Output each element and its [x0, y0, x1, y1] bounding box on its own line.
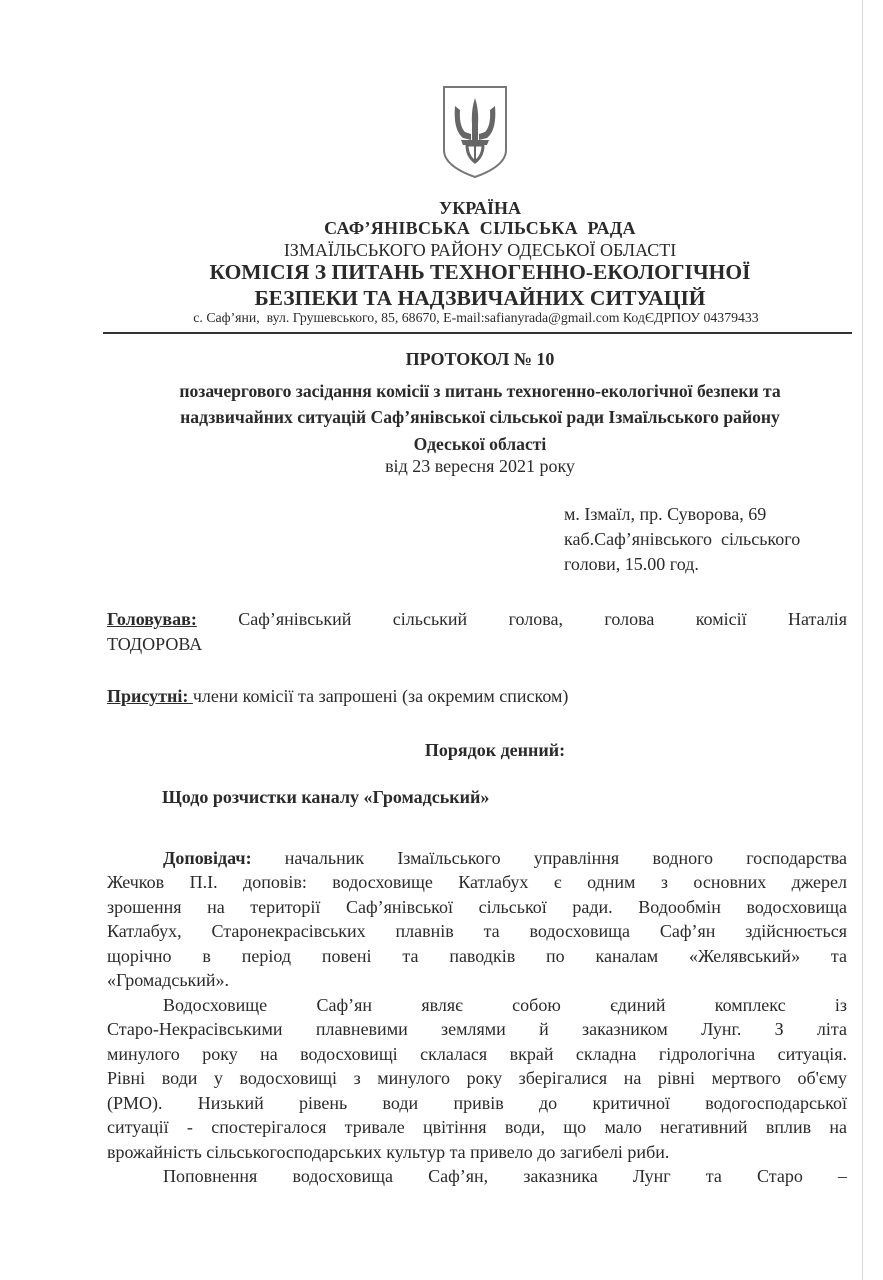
- commission-name-line2: БЕЗПЕКИ ТА НАДЗВИЧАЙНИХ СИТУАЦІЙ: [254, 286, 706, 310]
- chaired-line: [107, 609, 847, 630]
- meeting-place-line3: голови, 15.00 год.: [564, 554, 699, 574]
- body-line: минулого року на водосховищі склалася вкрай складна гідрологічна ситуація.: [107, 1044, 847, 1064]
- protocol-title: ПРОТОКОЛ № 10: [405, 349, 555, 369]
- commission-name-line1: КОМІСІЯ З ПИТАНЬ ТЕХНОГЕННО-ЕКОЛОГІЧНОЇ: [209, 260, 751, 284]
- body-line: Катлабух, Старонекрасівських плавнів та водосховища Саф’ян здійснюється: [107, 921, 847, 941]
- protocol-subtitle-line2: надзвичайних ситуацій Саф’янівської сільської ради Ізмаїльського району: [180, 407, 780, 427]
- body-line: зрошення на території Саф’янівської сільської ради. Водообмін водосховища: [107, 897, 847, 917]
- meeting-place-line1: м. Ізмаїл, пр. Суворова, 69: [564, 504, 767, 524]
- agenda-item: Щодо розчистки каналу «Громадський»: [162, 787, 490, 807]
- country-name: УКРАЇНА: [439, 198, 521, 218]
- chaired-label: Головував:: [107, 609, 197, 629]
- protocol-subtitle-line3: Одеської області: [413, 434, 547, 454]
- page-edge-line: [862, 0, 863, 1280]
- chaired-text: Саф’янівський сільський голова, голова комісії Наталія: [238, 609, 848, 629]
- body-line: Доповідач: начальник Ізмаїльського управління водного господарства: [163, 848, 847, 868]
- meeting-place-line2: каб.Саф’янівського сільського: [564, 529, 801, 549]
- body-line: врожайність сільськогосподарських культур та привело до загибелі риби.: [107, 1142, 670, 1162]
- letterhead-divider: [103, 332, 852, 334]
- chaired-name: ТОДОРОВА: [107, 634, 203, 654]
- council-name: САФ’ЯНІВСЬКА СІЛЬСЬКА РАДА: [324, 218, 636, 238]
- body-line: Рівні води у водосховищі з минулого року зберігалися на рівні мертвого об'єму: [107, 1068, 847, 1088]
- present-label: Присутні:: [107, 686, 193, 706]
- trident-coat-of-arms-icon: [441, 84, 509, 180]
- body-line: «Громадський».: [107, 970, 230, 990]
- body-line: Водосховище Саф’ян являє собою єдиний комплекс із: [163, 995, 847, 1015]
- body-line: (РМО). Низький рівень води привів до критичної водогосподарської: [107, 1093, 847, 1113]
- body-line: Старо-Некрасівськими плавневими землями й заказником Лунг. З літа: [107, 1019, 847, 1039]
- body-line: щорічно в період повені та паводків по каналам «Желявський» та: [107, 946, 847, 966]
- protocol-date: від 23 вересня 2021 року: [385, 456, 575, 476]
- letterhead-address: с. Саф’яни, вул. Грушевського, 85, 68670, E-mail:safianyrada@gmail.com КодЄДРПОУ 04379433: [193, 310, 759, 325]
- body-line: Поповнення водосховища Саф’ян, заказника Лунг та Старо –: [163, 1166, 847, 1186]
- protocol-subtitle-line1: позачергового засідання комісії з питань техногенно-екологічної безпеки та: [179, 381, 781, 401]
- body-line: Жечков П.І. доповів: водосховище Катлабух є одним з основних джерел: [107, 872, 847, 892]
- present-line: [107, 686, 847, 707]
- body-line: ситуації - спостерігалося тривале цвітіння води, що мало негативний вплив на: [107, 1117, 847, 1137]
- speaker-label: Доповідач:: [163, 848, 252, 868]
- district-name: ІЗМАЇЛЬСЬКОГО РАЙОНУ ОДЕСЬКОЇ ОБЛАСТІ: [283, 240, 677, 260]
- agenda-heading: Порядок денний:: [424, 740, 566, 760]
- present-text: члени комісії та запрошені (за окремим списком): [192, 686, 569, 706]
